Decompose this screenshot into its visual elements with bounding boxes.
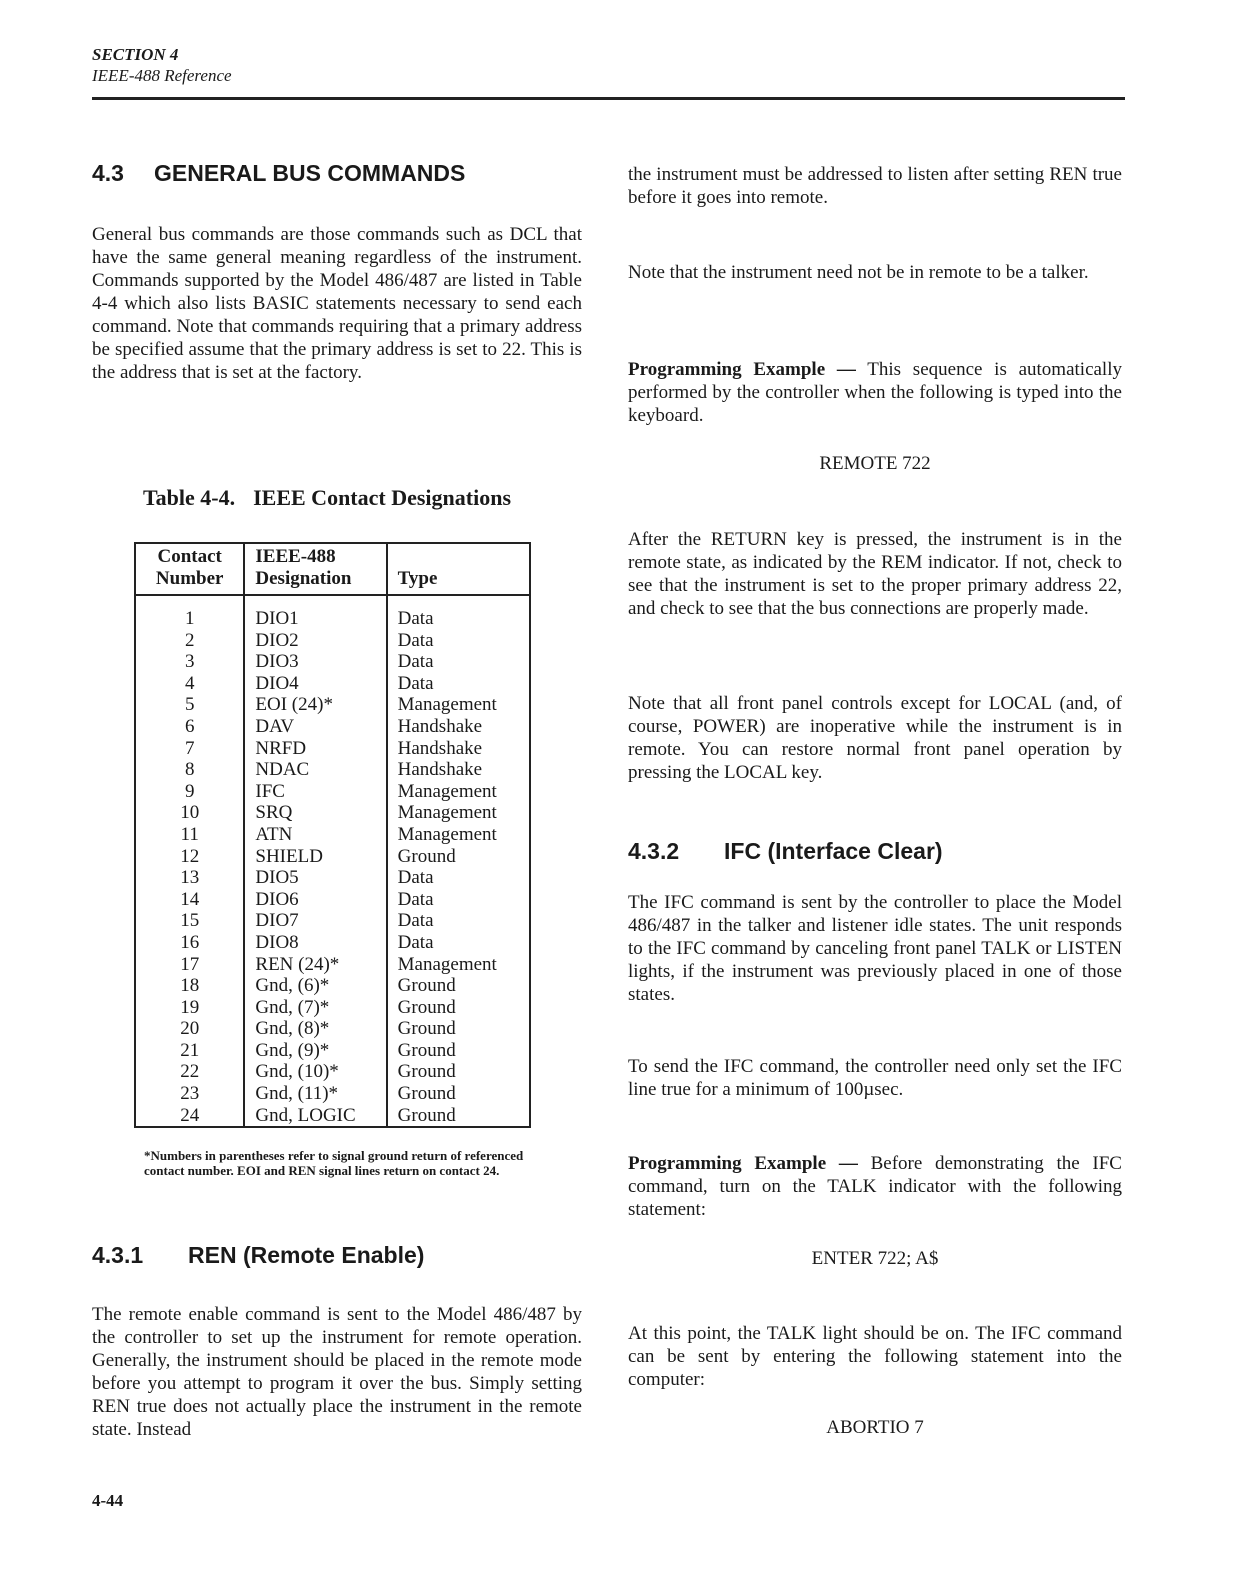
heading-4-3-2 [628, 838, 943, 865]
cell-contact-number: 7 [135, 738, 244, 760]
cell-contact-number: 23 [135, 1083, 244, 1105]
cell-contact-number: 2 [135, 630, 244, 652]
table-row [135, 595, 530, 630]
cell-designation: Gnd, (9)* [244, 1040, 386, 1062]
table-row [135, 1061, 530, 1083]
code-remote: REMOTE 722 [819, 453, 931, 474]
ren-programming-example [628, 358, 1122, 427]
table-row [135, 802, 530, 824]
example-text: Before demonstrating the IFC command, turn on the TALK indicator with the following statement: [628, 1153, 1122, 1220]
table-row [135, 694, 530, 716]
table-row [135, 738, 530, 760]
ren-continued-paragraph: the instrument must be addressed to listen after setting REN true before it goes into remote. [628, 164, 1122, 208]
table-row [135, 759, 530, 781]
cell-designation: DIO8 [244, 932, 386, 954]
cell-type: Ground [387, 975, 530, 997]
cell-designation: DIO4 [244, 673, 386, 695]
cell-type: Data [387, 867, 530, 889]
cell-designation: DAV [244, 716, 386, 738]
header-designation: IEEE-488 Designation [244, 543, 386, 595]
cell-designation: DIO5 [244, 867, 386, 889]
table-row [135, 781, 530, 803]
cell-type: Data [387, 932, 530, 954]
cell-contact-number: 8 [135, 759, 244, 781]
general-bus-commands-paragraph: General bus commands are those commands such as DCL that have the same general meaning regardless of the instrument. Commands supported by the Model 486/487 are listed in Table 4-4 which also lists BASIC statements necessary to send each command. Note that commands requiring that a primary address be specified assume that the primary address is set to 22. This is the address that is set at the factory. [92, 224, 582, 383]
cell-type: Management [387, 781, 530, 803]
ren-paragraph: The remote enable command is sent to the Model 486/487 by the controller to set up the instrument for remote operation. Generally, the instrument should be placed in the remote mode before you attempt to program it over the bus. Simply setting REN true does not actually place the instrument in the remote state. Instead [92, 1304, 582, 1440]
cell-type: Handshake [387, 738, 530, 760]
table-row [135, 954, 530, 976]
cell-designation: DIO6 [244, 889, 386, 911]
table-row [135, 630, 530, 652]
cell-type: Ground [387, 1061, 530, 1083]
cell-designation: DIO1 [244, 595, 386, 630]
cell-contact-number: 11 [135, 824, 244, 846]
cell-contact-number: 10 [135, 802, 244, 824]
cell-type: Ground [387, 1040, 530, 1062]
table-caption-number: Table 4-4. [143, 485, 236, 510]
example-label: Programming Example — [628, 359, 856, 380]
cell-designation: Gnd, (6)* [244, 975, 386, 997]
cell-designation: NDAC [244, 759, 386, 781]
cell-designation: SHIELD [244, 846, 386, 868]
code-abortio: ABORTIO 7 [826, 1417, 924, 1438]
table-row [135, 932, 530, 954]
table-row [135, 846, 530, 868]
table-row [135, 1040, 530, 1062]
cell-designation: Gnd, LOGIC [244, 1105, 386, 1128]
cell-contact-number: 13 [135, 867, 244, 889]
heading-number: 4.3 [92, 160, 124, 186]
heading-4-3 [92, 160, 465, 187]
cell-contact-number: 12 [135, 846, 244, 868]
cell-contact-number: 9 [135, 781, 244, 803]
cell-type: Ground [387, 1018, 530, 1040]
cell-designation: Gnd, (10)* [244, 1061, 386, 1083]
cell-contact-number: 16 [135, 932, 244, 954]
table-caption-title: IEEE Contact Designations [253, 485, 512, 510]
cell-contact-number: 18 [135, 975, 244, 997]
table-row [135, 910, 530, 932]
table-row [135, 651, 530, 673]
header-rule [92, 97, 1125, 100]
section-label: SECTION 4 [92, 45, 179, 64]
cell-designation: DIO2 [244, 630, 386, 652]
table-footnote: *Numbers in parentheses refer to signal ground return of referenced contact number. EOI and REN signal lines return on contact 24. [144, 1148, 524, 1178]
table-row [135, 824, 530, 846]
cell-type: Management [387, 694, 530, 716]
section-subtitle: IEEE-488 Reference [92, 66, 232, 85]
talker-note-paragraph: Note that the instrument need not be in remote to be a talker. [628, 262, 1089, 283]
cell-contact-number: 20 [135, 1018, 244, 1040]
cell-type: Ground [387, 846, 530, 868]
cell-contact-number: 22 [135, 1061, 244, 1083]
cell-type: Handshake [387, 759, 530, 781]
table-row [135, 1083, 530, 1105]
example-label: Programming Example — [628, 1153, 858, 1174]
cell-type: Data [387, 595, 530, 630]
cell-type: Management [387, 802, 530, 824]
cell-contact-number: 15 [135, 910, 244, 932]
table-row [135, 889, 530, 911]
cell-contact-number: 24 [135, 1105, 244, 1128]
cell-designation: ATN [244, 824, 386, 846]
running-header [92, 44, 232, 86]
cell-designation: REN (24)* [244, 954, 386, 976]
cell-type: Data [387, 910, 530, 932]
cell-type: Management [387, 954, 530, 976]
cell-designation: DIO7 [244, 910, 386, 932]
ifc-paragraph: The IFC command is sent by the controller to place the Model 486/487 in the talker and listener idle states. The unit responds to the IFC command by canceling front panel TALK or LISTEN lights, if the instrument was previously placed in one of those states. [628, 892, 1122, 1005]
cell-contact-number: 19 [135, 997, 244, 1019]
cell-type: Ground [387, 1083, 530, 1105]
cell-designation: SRQ [244, 802, 386, 824]
heading-number: 4.3.2 [628, 838, 680, 864]
heading-number: 4.3.1 [92, 1242, 144, 1268]
table-row [135, 716, 530, 738]
ifc-programming-example [628, 1152, 1122, 1221]
cell-contact-number: 5 [135, 694, 244, 716]
table-body [135, 595, 530, 1127]
cell-contact-number: 14 [135, 889, 244, 911]
cell-designation: IFC [244, 781, 386, 803]
cell-contact-number: 3 [135, 651, 244, 673]
table-caption [143, 485, 511, 511]
ifc-send-paragraph: To send the IFC command, the controller need only set the IFC line true for a minimum of 100µsec. [628, 1056, 1122, 1100]
example-text: This sequence is automatically performed by the controller when the following is typed into the keyboard. [628, 359, 1122, 426]
heading-title: GENERAL BUS COMMANDS [154, 160, 466, 186]
cell-designation: DIO3 [244, 651, 386, 673]
cell-type: Data [387, 630, 530, 652]
after-talk-paragraph: At this point, the TALK light should be on. The IFC command can be sent by entering the following statement into the computer: [628, 1323, 1122, 1390]
cell-designation: Gnd, (7)* [244, 997, 386, 1019]
cell-contact-number: 1 [135, 595, 244, 630]
table-row [135, 1105, 530, 1128]
cell-type: Ground [387, 997, 530, 1019]
page-number: 4-44 [92, 1491, 124, 1510]
heading-title: REN (Remote Enable) [188, 1242, 425, 1268]
local-note-paragraph: Note that all front panel controls except for LOCAL (and, of course, POWER) are inoperative while the instrument is in remote. You can restore normal front panel operation by pressing the LOCAL key. [628, 693, 1122, 783]
cell-contact-number: 4 [135, 673, 244, 695]
header-type: Type [387, 543, 530, 595]
cell-designation: EOI (24)* [244, 694, 386, 716]
cell-type: Management [387, 824, 530, 846]
cell-type: Handshake [387, 716, 530, 738]
heading-4-3-1 [92, 1242, 424, 1269]
cell-contact-number: 21 [135, 1040, 244, 1062]
cell-designation: NRFD [244, 738, 386, 760]
table-row [135, 673, 530, 695]
table-header-row [135, 543, 530, 595]
cell-designation: Gnd, (11)* [244, 1083, 386, 1105]
table-row [135, 1018, 530, 1040]
cell-designation: Gnd, (8)* [244, 1018, 386, 1040]
cell-type: Data [387, 651, 530, 673]
cell-type: Ground [387, 1105, 530, 1128]
cell-contact-number: 17 [135, 954, 244, 976]
table-row [135, 997, 530, 1019]
heading-title: IFC (Interface Clear) [724, 838, 943, 864]
table-row [135, 867, 530, 889]
header-contact-number: Contact Number [135, 543, 244, 595]
cell-type: Data [387, 673, 530, 695]
code-enter: ENTER 722; A$ [811, 1248, 939, 1269]
cell-contact-number: 6 [135, 716, 244, 738]
ieee-contact-table [134, 542, 531, 1128]
table-row [135, 975, 530, 997]
after-return-paragraph: After the RETURN key is pressed, the instrument is in the remote state, as indicated by the REM indicator. If not, check to see that the instrument is set to the proper primary address 22, and check to see that the bus connections are properly made. [628, 529, 1122, 619]
cell-type: Data [387, 889, 530, 911]
